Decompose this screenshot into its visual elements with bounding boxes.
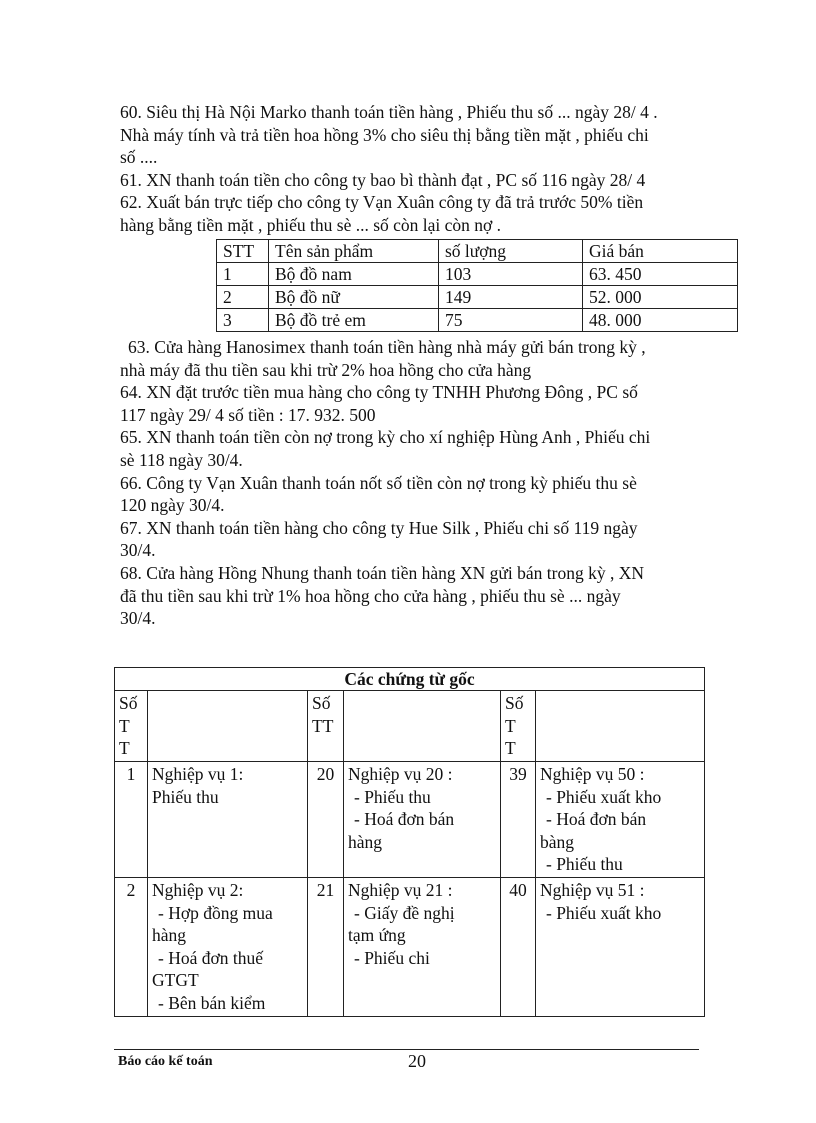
paragraph-line: số ....	[120, 147, 158, 168]
voucher-line: - Hoá đơn bán	[546, 809, 647, 830]
voucher-cell	[536, 762, 705, 878]
header-line: Số	[505, 693, 524, 713]
voucher-line: - Phiếu xuất kho	[546, 902, 662, 923]
table-cell: 103	[439, 263, 583, 286]
voucher-line: Nghiệp vụ 50 :	[540, 764, 645, 784]
col-header-no	[308, 691, 344, 762]
voucher-line: bàng	[540, 831, 575, 852]
voucher-cell	[344, 877, 501, 1016]
voucher-cell	[148, 877, 308, 1016]
product-table	[216, 239, 738, 332]
voucher-line: - Phiếu thu	[546, 854, 623, 875]
voucher-line: - Giấy đề nghị	[354, 902, 455, 923]
voucher-line: tạm ứng	[348, 925, 406, 946]
voucher-line: - Hoá đơn thuế	[158, 947, 263, 968]
paragraph-line: 30/4.	[120, 540, 156, 561]
paragraph-line: 64. XN đặt trước tiền mua hàng cho công ty TNHH Phương Đông , PC số	[120, 382, 638, 403]
header-cell: Giá bán	[583, 240, 738, 263]
voucher-cell	[344, 762, 501, 878]
table-cell: Bộ đồ trẻ em	[269, 309, 439, 332]
voucher-line: - Phiếu xuất kho	[546, 786, 662, 807]
row-number: 39	[501, 762, 536, 878]
table-cell: 63. 450	[583, 263, 738, 286]
voucher-header-row	[115, 691, 705, 762]
voucher-line: Nghiệp vụ 21 :	[348, 879, 453, 900]
header-line: TT	[312, 715, 334, 736]
header-line: T	[505, 738, 516, 759]
paragraph-line: 120 ngày 30/4.	[120, 495, 225, 516]
bottom-paragraphs	[120, 336, 720, 630]
voucher-line: Phiếu thu	[152, 786, 219, 807]
footer-title: Báo cáo kế toán	[118, 1054, 213, 1069]
header-line: T	[119, 738, 130, 759]
footer-divider	[114, 1049, 699, 1050]
paragraph-line: 67. XN thanh toán tiền hàng cho công ty Hue Silk , Phiếu chi số 119 ngày	[120, 517, 638, 538]
col-header-no	[115, 691, 148, 762]
paragraph-line: 66. Công ty Vạn Xuân thanh toán nốt số tiền còn nợ trong kỳ phiếu thu sè	[120, 472, 637, 493]
voucher-line: Nghiệp vụ 51 :	[540, 879, 645, 900]
voucher-line: GTGT	[152, 970, 199, 991]
paragraph-line: 117 ngày 29/ 4 số tiền : 17. 932. 500	[120, 404, 376, 425]
col-header-no	[501, 691, 536, 762]
voucher-line: - Phiếu chi	[354, 947, 430, 968]
paragraph-line: 60. Siêu thị Hà Nội Marko thanh toán tiền hàng , Phiếu thu số ... ngày 28/ 4 .	[120, 102, 658, 122]
table-cell: 1	[217, 263, 269, 286]
voucher-line: hàng	[348, 831, 383, 852]
table-cell: 48. 000	[583, 309, 738, 332]
voucher-line: hàng	[152, 925, 187, 946]
paragraph-line: sè 118 ngày 30/4.	[120, 449, 243, 470]
voucher-line: Nghiệp vụ 1:	[152, 764, 244, 784]
voucher-cell	[536, 877, 705, 1016]
table-row	[115, 762, 705, 878]
table-row	[217, 263, 738, 286]
table-row	[217, 309, 738, 332]
table-cell: 52. 000	[583, 286, 738, 309]
voucher-line: Nghiệp vụ 20 :	[348, 764, 453, 784]
voucher-table	[114, 667, 705, 1017]
header-line: T	[505, 715, 516, 736]
table-header-row	[217, 240, 738, 263]
row-number: 40	[501, 877, 536, 1016]
paragraph-line: 30/4.	[120, 608, 156, 629]
voucher-line: - Hợp đồng mua	[158, 902, 273, 923]
paragraph-line: 61. XN thanh toán tiền cho công ty bao bì thành đạt , PC số 116 ngày 28/ 4	[120, 169, 646, 190]
header-cell: STT	[217, 240, 269, 263]
header-line: Số	[119, 693, 138, 713]
table-cell: 2	[217, 286, 269, 309]
col-header-empty	[536, 691, 705, 762]
table-cell: 149	[439, 286, 583, 309]
header-cell: Tên sản phẩm	[269, 240, 439, 263]
voucher-line: - Phiếu thu	[354, 786, 431, 807]
paragraph-line: 68. Cửa hàng Hồng Nhung thanh toán tiền hàng XN gửi bán trong kỳ , XN	[120, 562, 644, 583]
top-paragraphs	[120, 101, 720, 237]
paragraph-line: 62. Xuất bán trực tiếp cho công ty Vạn Xuân công ty đã trả trước 50% tiền	[120, 192, 644, 213]
paragraph-line: Nhà máy tính và trả tiền hoa hồng 3% cho siêu thị bằng tiền mặt , phiếu chi	[120, 124, 649, 145]
row-number: 1	[115, 762, 148, 878]
header-line: T	[119, 715, 130, 736]
col-header-empty	[344, 691, 501, 762]
paragraph-line: hàng bằng tiền mặt , phiếu thu sè ... số còn lại còn nợ .	[120, 214, 502, 235]
voucher-table-title-row	[115, 668, 705, 691]
row-number: 21	[308, 877, 344, 1016]
table-cell: 75	[439, 309, 583, 332]
row-number: 2	[115, 877, 148, 1016]
paragraph-line: nhà máy đã thu tiền sau khi trừ 2% hoa hồng cho cửa hàng	[120, 359, 532, 380]
voucher-line: - Hoá đơn bán	[354, 809, 455, 830]
table-row	[217, 286, 738, 309]
header-line: Số	[312, 693, 331, 713]
table-cell: Bộ đồ nữ	[269, 286, 439, 309]
voucher-line: Nghiệp vụ 2:	[152, 879, 244, 900]
table-cell: 3	[217, 309, 269, 332]
voucher-line: - Bên bán kiểm	[158, 992, 266, 1013]
paragraph-line: 65. XN thanh toán tiền còn nợ trong kỳ cho xí nghiệp Hùng Anh , Phiếu chi	[120, 427, 651, 448]
paragraph-line: đã thu tiền sau khi trừ 1% hoa hồng cho cửa hàng , phiếu thu sè ... ngày	[120, 585, 621, 606]
header-cell: số lượng	[439, 240, 583, 263]
row-number: 20	[308, 762, 344, 878]
paragraph-line: 63. Cửa hàng Hanosimex thanh toán tiền hàng nhà máy gửi bán trong kỳ ,	[128, 337, 646, 357]
voucher-table-title: Các chứng từ gốc	[115, 668, 705, 691]
page-number: 20	[408, 1051, 426, 1071]
table-row	[115, 877, 705, 1016]
voucher-cell	[148, 762, 308, 878]
col-header-empty	[148, 691, 308, 762]
table-cell: Bộ đồ nam	[269, 263, 439, 286]
